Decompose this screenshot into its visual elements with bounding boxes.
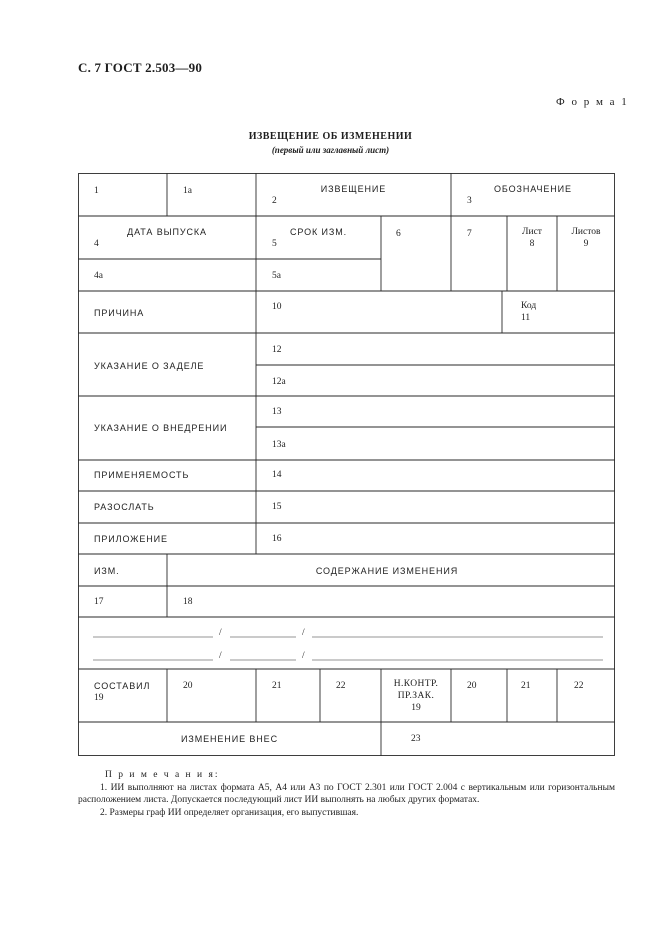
page-header-code: С. 7 ГОСТ 2.503—90 [78,60,203,75]
reason-cell: 10 [272,302,282,312]
applicability-cell: 14 [272,470,282,480]
designation-label: ОБОЗНАЧЕНИЕ [494,184,572,194]
appendix-label: ПРИЛОЖЕНИЕ [94,534,168,544]
signature-slash: / [302,651,305,661]
note-item: 1. ИИ выполняют на листах формата А5, А4 или А3 по ГОСТ 2.301 или ГОСТ 2.004 с вертикальным или горизонтальным расположением листа. Допускается последующий лист ИИ выполнять на любых других форматах. [78,782,615,805]
note-item: 2. Размеры граф ИИ определяет организация, его выпустившая. [100,807,359,818]
form-number: Ф о р м а 1 [556,96,629,108]
notice-number-cell: 2 [272,196,277,206]
sheets-total-cell: 9 [583,239,589,249]
cell-21-num: 21 [272,681,282,691]
form-subtitle: (первый или заглавный лист) [271,145,390,155]
form-title: ИЗВЕЩЕНИЕ ОБ ИЗМЕНЕНИИ [248,131,413,142]
cell-1-num: 1 [94,186,99,196]
cell-4a-num: 4а [94,271,103,281]
implementation-cell-13: 13 [272,407,282,417]
notes-title: П р и м е ч а н и я: [105,770,220,780]
appendix-cell: 16 [272,534,282,544]
distribute-label: РАЗОСЛАТЬ [94,502,155,512]
norm-control-label: Н.КОНТР. [393,679,439,689]
change-entered-by-cell: 23 [411,734,421,744]
cell-20b-num: 20 [467,681,477,691]
backlog-cell-12a: 12а [272,377,286,387]
cell-22b-num: 22 [574,681,584,691]
backlog-label: УКАЗАНИЕ О ЗАДЕЛЕ [94,361,205,371]
notes [78,769,615,819]
compiled-by-cell: 19 [94,693,104,703]
cell-21b-num: 21 [521,681,531,691]
applicability-label: ПРИМЕНЯЕМОСТЬ [94,470,190,480]
notice-label: ИЗВЕЩЕНИЕ [320,184,387,194]
signature-slash: / [302,628,305,638]
change-number-label: ИЗМ. [94,566,120,576]
change-entered-by-label: ИЗМЕНЕНИЕ ВНЕС [181,734,278,744]
change-content-cell: 18 [183,597,193,607]
norm-control-cell: 19 [411,703,421,713]
change-deadline-label: СРОК ИЗМ. [289,227,348,237]
change-content-label: СОДЕРЖАНИЕ ИЗМЕНЕНИЯ [315,566,459,576]
code-cell: 11 [521,313,531,323]
sheet-number-cell: 8 [529,239,535,249]
sheet-label: Лист [522,227,542,237]
compiled-by-label: СОСТАВИЛ [94,681,151,691]
change-deadline-cell: 5 [272,239,277,249]
implementation-cell-13a: 13а [272,440,286,450]
sheets-total-label: Листов [571,227,601,237]
signature-slash: / [219,628,222,638]
order-label: ПР.ЗАК. [397,691,435,701]
change-notice-form [78,173,615,756]
implementation-label: УКАЗАНИЕ О ВНЕДРЕНИИ [94,423,228,433]
designation-cell: 3 [467,196,472,206]
release-date-label: ДАТА ВЫПУСКА [127,227,207,237]
backlog-cell-12: 12 [272,345,282,355]
reason-label: ПРИЧИНА [94,308,145,318]
cell-6-num: 6 [396,229,401,239]
code-label: Код [521,301,537,311]
cell-20-num: 20 [183,681,193,691]
cell-7-num: 7 [467,229,472,239]
cell-22-num: 22 [336,681,346,691]
cell-1a-num: 1а [183,186,192,196]
signature-slash: / [219,651,222,661]
release-date-cell: 4 [94,239,99,249]
distribute-cell: 15 [272,502,282,512]
cell-5a-num: 5а [272,271,281,281]
form-grid-lines [78,173,615,756]
change-number-cell: 17 [94,597,104,607]
